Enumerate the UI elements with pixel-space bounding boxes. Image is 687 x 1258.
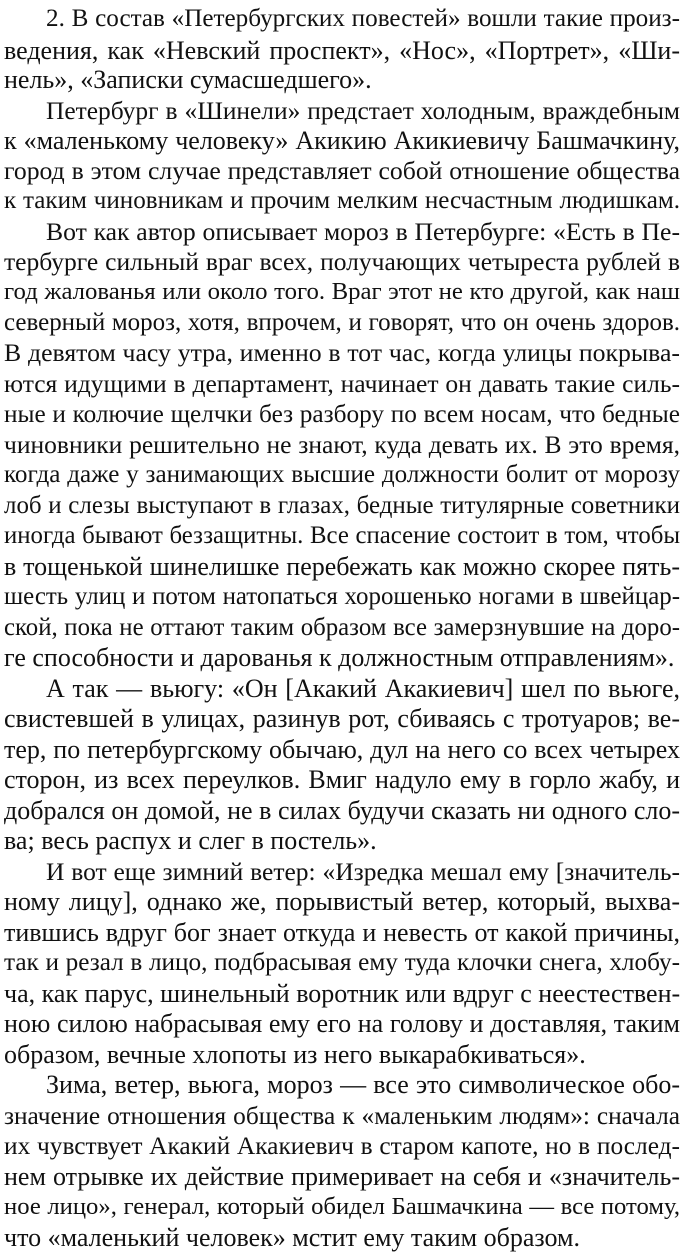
text-line: год жалованья или около того. Враг этот не кто другой, как наш — [4, 278, 680, 305]
text-line: ге способности и дарованья к должностным отправлениям». — [4, 643, 675, 672]
text-line: ному лицу], однако же, порывистый ветер, который, выхва- — [4, 887, 680, 916]
text-line: 2. В состав «Петербургских повестей» вошли такие произ- — [46, 5, 680, 32]
text-line: ные и колючие щелчки без разбору по всем носам, что бедные — [4, 400, 680, 428]
text-line: чиновники решительно не знают, куда девать их. В это время, — [4, 430, 680, 459]
text-line: Петербург в «Шинели» предстает холодным, враждебным — [46, 97, 680, 125]
text-line: ча, как парус, шинельный воротник или вдруг с неестествен- — [4, 979, 681, 1008]
text-line: что «маленький человек» мстит ему таким образом. — [4, 1223, 580, 1252]
text-line: к таким чиновникам и прочим мелким несчастным людишкам. — [4, 187, 680, 214]
text-line: добрался он домой, не в силах будучи сказать ни одного сло- — [4, 796, 680, 825]
text-line: так и резал в лицо, подбрасывая ему туда клочки снега, хлобу- — [4, 949, 680, 976]
text-line: И вот еще зимний ветер: «Изредка мешал ему [значитель- — [46, 857, 680, 886]
text-line: ное лицо», генерал, который обидел Башмачкина — все потому, — [4, 1193, 680, 1220]
text-line: к «маленькому человеку» Акикию Акикиевичу Башмачкину, — [4, 126, 680, 155]
text-line: значение отношения общества к «маленьким людям»: сначала — [4, 1102, 680, 1130]
text-line: Зима, ветер, вьюга, мороз — все это символическое обо- — [46, 1070, 680, 1099]
text-line: В девятом часу утра, именно в тот час, когда улицы покрыва- — [4, 338, 680, 367]
text-line: свистевшей в улицах, разинув рот, сбиваясь с тротуаров; ве- — [4, 704, 680, 733]
text-line: образом, вечные хлопоты из него выкарабкиваться». — [4, 1040, 586, 1069]
text-line: в тощенькой шинелишке перебежать как можно скорее пять- — [4, 552, 680, 581]
text-line: иногда бывают беззащитны. Все спасение состоит в том, чтобы — [4, 522, 680, 549]
text-line: лоб и слезы выступают в глазах, бедные титулярные советники — [4, 492, 680, 519]
text-line: город в этом случае представляет собой отношение общества — [4, 156, 680, 185]
text-line: сторон, из всех переулков. Вмиг надуло ему в горло жабу, и — [4, 765, 680, 794]
text-line: ною силою набрасывая ему его на голову и доставляя, таким — [4, 1009, 680, 1038]
text-line: нем отрывке их действие примеривает на себя и «значитель- — [4, 1162, 680, 1191]
text-line: Вот как автор описывает мороз в Петербурге: «Есть в Пе- — [46, 217, 680, 246]
text-line: когда даже у занимающих высшие должности болит от морозу — [4, 461, 680, 488]
text-line: А так — вьюгу: «Он [Акакий Акакиевич] шел по вьюге, — [46, 674, 680, 703]
text-line: ведения, как «Невский проспект», «Нос», «Портрет», «Ши- — [4, 36, 680, 65]
text-line: их чувствует Акакий Акакиевич в старом капоте, но в послед- — [4, 1132, 680, 1160]
text-line: тер, по петербургскому обычаю, дул на него со всех четырех — [4, 735, 680, 764]
text-line: шесть улиц и потом натопаться хорошенько ногами в швейцар- — [4, 583, 680, 610]
text-line: ются идущими в департамент, начинает он давать такие силь- — [4, 369, 680, 398]
text-line: нель», «Записки сумасшедшего». — [4, 65, 372, 94]
text-line: ской, пока не оттают таким образом все замерзнувшие на доро- — [4, 614, 680, 641]
text-line: тербурге сильный враг всех, получающих четыреста рублей в — [4, 247, 680, 276]
text-line: ва; весь распух и слег в постель». — [4, 826, 377, 855]
text-line: северный мороз, хотя, впрочем, и говорят, что он очень здоров. — [4, 309, 680, 336]
text-line: тившись вдруг бог знает откуда и невесть от какой причины, — [4, 918, 680, 947]
